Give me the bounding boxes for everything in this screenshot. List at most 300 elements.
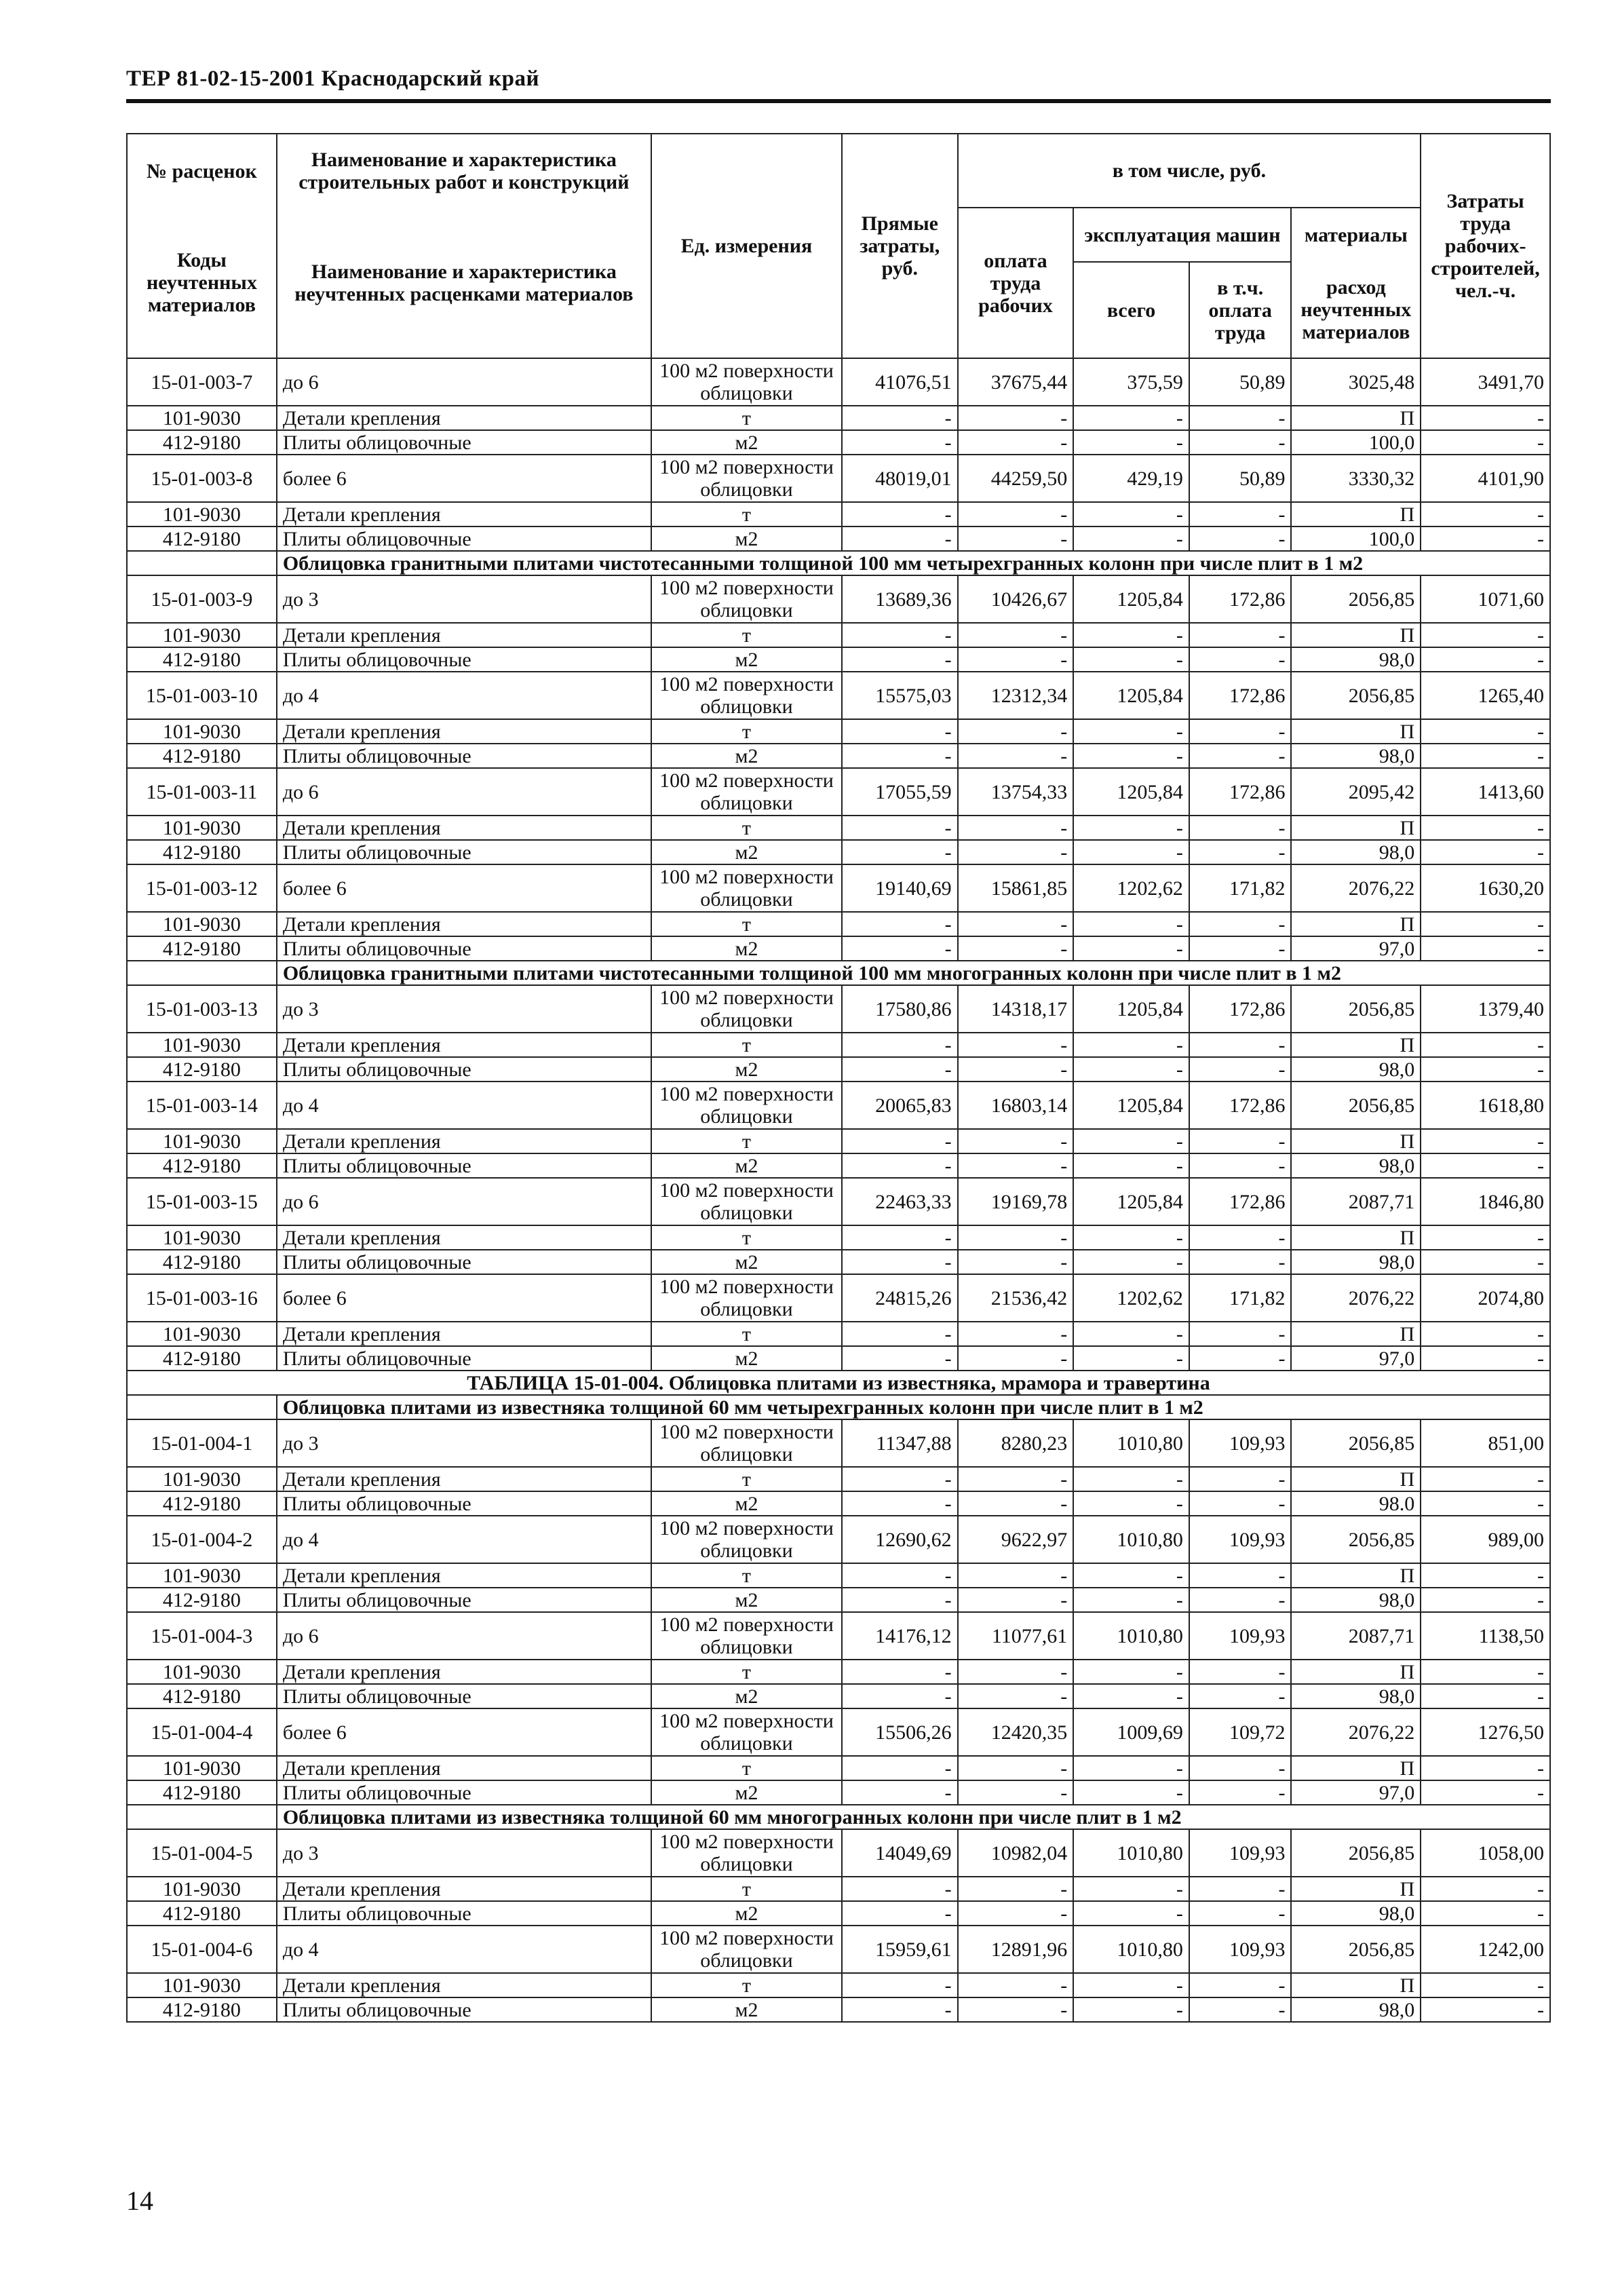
machines-total: 1010,80 xyxy=(1073,1926,1189,1973)
direct-costs: 13689,36 xyxy=(842,575,958,623)
labor-costs: - xyxy=(1421,1901,1550,1926)
material-code: 101-9030 xyxy=(127,719,277,744)
machines-incl-wages: - xyxy=(1189,1225,1292,1250)
material-row xyxy=(127,1684,1550,1708)
direct-costs: 15575,03 xyxy=(842,672,958,719)
machines-incl-wages: - xyxy=(1189,1129,1292,1153)
machines-total: - xyxy=(1073,1057,1189,1082)
direct-costs: 14049,69 xyxy=(842,1829,958,1877)
labor-costs: - xyxy=(1421,1057,1550,1082)
labor-costs: - xyxy=(1421,1346,1550,1371)
unit: т xyxy=(651,623,842,647)
section-title: Облицовка плитами из известняка толщиной 60 мм многогранных колонн при числе плит в 1 м2 xyxy=(277,1805,1550,1829)
wages: - xyxy=(958,1250,1074,1274)
labor-costs: - xyxy=(1421,719,1550,744)
direct-costs: - xyxy=(842,1250,958,1274)
materials: 97,0 xyxy=(1291,936,1421,961)
materials: 100,0 xyxy=(1291,527,1421,551)
rate-code: 15-01-004-1 xyxy=(127,1419,277,1467)
work-name: до 4 xyxy=(277,1516,651,1563)
material-name: Детали крепления xyxy=(277,1129,651,1153)
table-body xyxy=(127,358,1550,2022)
material-name: Плиты облицовочные xyxy=(277,1153,651,1178)
machines-total: - xyxy=(1073,430,1189,455)
rate-row xyxy=(127,455,1550,502)
wages: - xyxy=(958,936,1074,961)
direct-costs: 15959,61 xyxy=(842,1926,958,1973)
material-name: Плиты облицовочные xyxy=(277,1250,651,1274)
material-name: Плиты облицовочные xyxy=(277,1684,651,1708)
wages: - xyxy=(958,1684,1074,1708)
work-name: до 4 xyxy=(277,1082,651,1129)
machines-total: - xyxy=(1073,744,1189,768)
machines-total: 1010,80 xyxy=(1073,1516,1189,1563)
materials: П xyxy=(1291,1225,1421,1250)
wages: 12312,34 xyxy=(958,672,1074,719)
materials: 98.0 xyxy=(1291,1491,1421,1516)
unit: м2 xyxy=(651,1057,842,1082)
wages: - xyxy=(958,1660,1074,1684)
machines-incl-wages: - xyxy=(1189,623,1292,647)
direct-costs: 17055,59 xyxy=(842,768,958,816)
material-code: 412-9180 xyxy=(127,744,277,768)
direct-costs: - xyxy=(842,1033,958,1057)
materials: П xyxy=(1291,1563,1421,1588)
unit: 100 м2 поверхности облицовки xyxy=(651,1926,842,1973)
direct-costs: - xyxy=(842,1322,958,1346)
machines-incl-wages: - xyxy=(1189,1997,1292,2022)
labor-costs: - xyxy=(1421,1491,1550,1516)
machines-total: - xyxy=(1073,1129,1189,1153)
labor-costs: - xyxy=(1421,1322,1550,1346)
material-row xyxy=(127,1756,1550,1780)
machines-incl-wages: - xyxy=(1189,430,1292,455)
rate-code: 15-01-003-8 xyxy=(127,455,277,502)
machines-incl-wages: - xyxy=(1189,1901,1292,1926)
material-name: Детали крепления xyxy=(277,1877,651,1901)
machines-total: - xyxy=(1073,1346,1189,1371)
material-code: 101-9030 xyxy=(127,623,277,647)
wages: - xyxy=(958,840,1074,864)
wages: - xyxy=(958,1346,1074,1371)
machines-incl-wages: 109,93 xyxy=(1189,1516,1292,1563)
machines-total: - xyxy=(1073,623,1189,647)
material-row xyxy=(127,744,1550,768)
material-name: Детали крепления xyxy=(277,719,651,744)
machines-total: - xyxy=(1073,1997,1189,2022)
unit: 100 м2 поверхности облицовки xyxy=(651,768,842,816)
material-name: Детали крепления xyxy=(277,1973,651,1997)
material-row xyxy=(127,1057,1550,1082)
direct-costs: - xyxy=(842,1877,958,1901)
material-code: 101-9030 xyxy=(127,1129,277,1153)
machines-total: - xyxy=(1073,502,1189,527)
labor-costs: - xyxy=(1421,623,1550,647)
machines-incl-wages: - xyxy=(1189,1973,1292,1997)
machines-total: - xyxy=(1073,1225,1189,1250)
wages: - xyxy=(958,1563,1074,1588)
materials: П xyxy=(1291,1877,1421,1901)
material-code: 101-9030 xyxy=(127,816,277,840)
direct-costs: - xyxy=(842,1153,958,1178)
material-row xyxy=(127,1901,1550,1926)
labor-costs: 1265,40 xyxy=(1421,672,1550,719)
machines-incl-wages: 109,72 xyxy=(1189,1708,1292,1756)
hdr-including: в том числе, руб. xyxy=(958,134,1421,208)
section-title-row xyxy=(127,1805,1550,1829)
machines-total: - xyxy=(1073,1901,1189,1926)
labor-costs: 4101,90 xyxy=(1421,455,1550,502)
labor-costs: 1058,00 xyxy=(1421,1829,1550,1877)
material-row xyxy=(127,936,1550,961)
labor-costs: - xyxy=(1421,1973,1550,1997)
rate-row xyxy=(127,672,1550,719)
machines-incl-wages: - xyxy=(1189,1588,1292,1612)
unit: 100 м2 поверхности облицовки xyxy=(651,575,842,623)
materials: 2087,71 xyxy=(1291,1612,1421,1660)
section-title-row xyxy=(127,551,1550,575)
rate-code: 15-01-003-11 xyxy=(127,768,277,816)
machines-total: 1010,80 xyxy=(1073,1829,1189,1877)
machines-incl-wages: - xyxy=(1189,744,1292,768)
material-row xyxy=(127,1033,1550,1057)
machines-total: - xyxy=(1073,647,1189,672)
wages: - xyxy=(958,1780,1074,1805)
direct-costs: - xyxy=(842,430,958,455)
wages: - xyxy=(958,1491,1074,1516)
material-row xyxy=(127,1153,1550,1178)
direct-costs: - xyxy=(842,623,958,647)
unit: м2 xyxy=(651,647,842,672)
labor-costs: 1379,40 xyxy=(1421,985,1550,1033)
material-row xyxy=(127,1660,1550,1684)
rate-row xyxy=(127,1516,1550,1563)
wages: 19169,78 xyxy=(958,1178,1074,1225)
section-title: Облицовка гранитными плитами чистотесанными толщиной 100 мм четырехгранных колонн при числе плит в 1 м2 xyxy=(277,551,1550,575)
machines-incl-wages: - xyxy=(1189,647,1292,672)
section-title-spacer xyxy=(127,961,277,985)
rate-code: 15-01-003-10 xyxy=(127,672,277,719)
unit: т xyxy=(651,816,842,840)
work-name: более 6 xyxy=(277,864,651,912)
material-row xyxy=(127,502,1550,527)
direct-costs: 12690,62 xyxy=(842,1516,958,1563)
direct-costs: - xyxy=(842,647,958,672)
materials: 2056,85 xyxy=(1291,1516,1421,1563)
machines-incl-wages: - xyxy=(1189,502,1292,527)
unit: м2 xyxy=(651,1684,842,1708)
work-name: до 3 xyxy=(277,1829,651,1877)
labor-costs: - xyxy=(1421,840,1550,864)
wages: 13754,33 xyxy=(958,768,1074,816)
hdr-name-materials: Наименование и характеристика неучтенных расценками материалов xyxy=(277,208,651,358)
material-name: Плиты облицовочные xyxy=(277,647,651,672)
machines-total: - xyxy=(1073,1491,1189,1516)
materials: П xyxy=(1291,1973,1421,1997)
material-row xyxy=(127,1346,1550,1371)
direct-costs: - xyxy=(842,1756,958,1780)
materials: 2076,22 xyxy=(1291,864,1421,912)
direct-costs: 41076,51 xyxy=(842,358,958,406)
machines-total: - xyxy=(1073,936,1189,961)
machines-incl-wages: 172,86 xyxy=(1189,768,1292,816)
rate-code: 15-01-004-3 xyxy=(127,1612,277,1660)
labor-costs: - xyxy=(1421,1129,1550,1153)
hdr-machines-total: всего xyxy=(1073,262,1189,358)
labor-costs: 1846,80 xyxy=(1421,1178,1550,1225)
machines-incl-wages: - xyxy=(1189,1250,1292,1274)
labor-costs: - xyxy=(1421,1780,1550,1805)
direct-costs: - xyxy=(842,1780,958,1805)
labor-costs: - xyxy=(1421,1660,1550,1684)
material-code: 412-9180 xyxy=(127,1346,277,1371)
materials: 2056,85 xyxy=(1291,1082,1421,1129)
wages: - xyxy=(958,1997,1074,2022)
wages: - xyxy=(958,1467,1074,1491)
unit: т xyxy=(651,502,842,527)
work-name: до 4 xyxy=(277,672,651,719)
wages: - xyxy=(958,1901,1074,1926)
wages: 44259,50 xyxy=(958,455,1074,502)
machines-incl-wages: 109,93 xyxy=(1189,1612,1292,1660)
labor-costs: - xyxy=(1421,647,1550,672)
material-row xyxy=(127,1973,1550,1997)
machines-total: - xyxy=(1073,1973,1189,1997)
material-name: Детали крепления xyxy=(277,1756,651,1780)
work-name: до 6 xyxy=(277,1612,651,1660)
wages: - xyxy=(958,527,1074,551)
wages: 21536,42 xyxy=(958,1274,1074,1322)
machines-incl-wages: 172,86 xyxy=(1189,1178,1292,1225)
material-row xyxy=(127,1877,1550,1901)
direct-costs: - xyxy=(842,1684,958,1708)
material-row xyxy=(127,1997,1550,2022)
rate-row xyxy=(127,1082,1550,1129)
machines-total: - xyxy=(1073,1563,1189,1588)
work-name: до 6 xyxy=(277,768,651,816)
machines-total: 1205,84 xyxy=(1073,1082,1189,1129)
material-row xyxy=(127,1563,1550,1588)
unit: 100 м2 поверхности облицовки xyxy=(651,455,842,502)
material-row xyxy=(127,719,1550,744)
rate-row xyxy=(127,1708,1550,1756)
direct-costs: - xyxy=(842,1129,958,1153)
wages: - xyxy=(958,1877,1074,1901)
direct-costs: - xyxy=(842,840,958,864)
unit: т xyxy=(651,406,842,430)
unit: т xyxy=(651,912,842,936)
machines-total: - xyxy=(1073,840,1189,864)
materials: 97,0 xyxy=(1291,1346,1421,1371)
rate-code: 15-01-004-4 xyxy=(127,1708,277,1756)
machines-incl-wages: 171,82 xyxy=(1189,1274,1292,1322)
machines-incl-wages: 109,93 xyxy=(1189,1829,1292,1877)
document-header: ТЕР 81-02-15-2001 Краснодарский край xyxy=(126,66,540,91)
rate-row xyxy=(127,1612,1550,1660)
materials: 98,0 xyxy=(1291,744,1421,768)
unit: т xyxy=(651,1225,842,1250)
labor-costs: - xyxy=(1421,744,1550,768)
direct-costs: - xyxy=(842,1997,958,2022)
materials: П xyxy=(1291,1756,1421,1780)
unit: т xyxy=(651,1877,842,1901)
section-title-spacer xyxy=(127,1805,277,1829)
hdr-unaccounted-materials: расход неучтенных материалов xyxy=(1291,262,1421,358)
wages: - xyxy=(958,1973,1074,1997)
material-code: 101-9030 xyxy=(127,1973,277,1997)
unit: т xyxy=(651,1660,842,1684)
materials: П xyxy=(1291,719,1421,744)
labor-costs: 2074,80 xyxy=(1421,1274,1550,1322)
material-row xyxy=(127,1467,1550,1491)
machines-incl-wages: - xyxy=(1189,1660,1292,1684)
materials: 98,0 xyxy=(1291,840,1421,864)
wages: - xyxy=(958,1057,1074,1082)
machines-total: - xyxy=(1073,1033,1189,1057)
labor-costs: - xyxy=(1421,936,1550,961)
material-code: 101-9030 xyxy=(127,1033,277,1057)
unit: т xyxy=(651,1322,842,1346)
machines-incl-wages: - xyxy=(1189,1033,1292,1057)
material-code: 101-9030 xyxy=(127,1322,277,1346)
materials: 2095,42 xyxy=(1291,768,1421,816)
materials: 3330,32 xyxy=(1291,455,1421,502)
rates-table xyxy=(126,133,1551,2023)
rate-code: 15-01-004-2 xyxy=(127,1516,277,1563)
materials: 2076,22 xyxy=(1291,1274,1421,1322)
unit: м2 xyxy=(651,744,842,768)
labor-costs: 3491,70 xyxy=(1421,358,1550,406)
wages: - xyxy=(958,719,1074,744)
wages: 15861,85 xyxy=(958,864,1074,912)
machines-total: - xyxy=(1073,406,1189,430)
direct-costs: - xyxy=(842,1057,958,1082)
direct-costs: 17580,86 xyxy=(842,985,958,1033)
material-code: 412-9180 xyxy=(127,1153,277,1178)
direct-costs: - xyxy=(842,406,958,430)
material-code: 412-9180 xyxy=(127,647,277,672)
unit: т xyxy=(651,719,842,744)
machines-total: - xyxy=(1073,1660,1189,1684)
section-title: Облицовка гранитными плитами чистотесанными толщиной 100 мм многогранных колонн при числе плит в 1 м2 xyxy=(277,961,1550,985)
machines-total: 1010,80 xyxy=(1073,1612,1189,1660)
material-row xyxy=(127,623,1550,647)
wages: - xyxy=(958,816,1074,840)
labor-costs: - xyxy=(1421,527,1550,551)
labor-costs: - xyxy=(1421,816,1550,840)
materials: П xyxy=(1291,502,1421,527)
machines-total: 1205,84 xyxy=(1073,1178,1189,1225)
section-title-row xyxy=(127,961,1550,985)
rate-row xyxy=(127,864,1550,912)
labor-costs: 1413,60 xyxy=(1421,768,1550,816)
materials: 3025,48 xyxy=(1291,358,1421,406)
machines-incl-wages: 172,86 xyxy=(1189,672,1292,719)
material-name: Детали крепления xyxy=(277,1322,651,1346)
hdr-machines-incl-wages: в т.ч. оплата труда xyxy=(1189,262,1292,358)
material-code: 412-9180 xyxy=(127,1588,277,1612)
machines-total: 1205,84 xyxy=(1073,768,1189,816)
materials: П xyxy=(1291,406,1421,430)
rate-code: 15-01-003-15 xyxy=(127,1178,277,1225)
machines-incl-wages: - xyxy=(1189,840,1292,864)
labor-costs: - xyxy=(1421,430,1550,455)
materials: 98,0 xyxy=(1291,1997,1421,2022)
machines-incl-wages: 109,93 xyxy=(1189,1419,1292,1467)
machines-total: - xyxy=(1073,1467,1189,1491)
labor-costs: 989,00 xyxy=(1421,1516,1550,1563)
labor-costs: 1242,00 xyxy=(1421,1926,1550,1973)
direct-costs: 20065,83 xyxy=(842,1082,958,1129)
material-code: 101-9030 xyxy=(127,1225,277,1250)
unit: 100 м2 поверхности облицовки xyxy=(651,1516,842,1563)
machines-total: - xyxy=(1073,1250,1189,1274)
labor-costs: - xyxy=(1421,1684,1550,1708)
section-title-row xyxy=(127,1395,1550,1419)
direct-costs: - xyxy=(842,1973,958,1997)
direct-costs: 24815,26 xyxy=(842,1274,958,1322)
labor-costs: - xyxy=(1421,1877,1550,1901)
materials: 2056,85 xyxy=(1291,1419,1421,1467)
labor-costs: 1071,60 xyxy=(1421,575,1550,623)
rate-code: 15-01-003-14 xyxy=(127,1082,277,1129)
wages: - xyxy=(958,1756,1074,1780)
material-name: Плиты облицовочные xyxy=(277,1491,651,1516)
material-row xyxy=(127,1129,1550,1153)
machines-incl-wages: - xyxy=(1189,1877,1292,1901)
unit: м2 xyxy=(651,1153,842,1178)
machines-total: - xyxy=(1073,1153,1189,1178)
material-name: Детали крепления xyxy=(277,1225,651,1250)
material-code: 101-9030 xyxy=(127,1467,277,1491)
material-name: Плиты облицовочные xyxy=(277,936,651,961)
direct-costs: 22463,33 xyxy=(842,1178,958,1225)
rate-code: 15-01-003-9 xyxy=(127,575,277,623)
machines-total: - xyxy=(1073,1780,1189,1805)
materials: 98,0 xyxy=(1291,1684,1421,1708)
unit: 100 м2 поверхности облицовки xyxy=(651,358,842,406)
rate-row xyxy=(127,575,1550,623)
wages: 37675,44 xyxy=(958,358,1074,406)
direct-costs: 11347,88 xyxy=(842,1419,958,1467)
machines-incl-wages: 50,89 xyxy=(1189,455,1292,502)
material-name: Детали крепления xyxy=(277,623,651,647)
material-row xyxy=(127,1491,1550,1516)
materials: 2056,85 xyxy=(1291,1926,1421,1973)
hdr-name-works: Наименование и характеристика строительных работ и конструкций xyxy=(277,134,651,208)
unit: т xyxy=(651,1563,842,1588)
unit: м2 xyxy=(651,527,842,551)
material-name: Плиты облицовочные xyxy=(277,1346,651,1371)
machines-incl-wages: - xyxy=(1189,1491,1292,1516)
work-name: более 6 xyxy=(277,455,651,502)
material-row xyxy=(127,527,1550,551)
hdr-labor-costs: Затраты труда рабочих-строителей, чел.-ч. xyxy=(1421,134,1550,358)
rate-row xyxy=(127,985,1550,1033)
material-code: 412-9180 xyxy=(127,1491,277,1516)
direct-costs: - xyxy=(842,502,958,527)
materials: 98,0 xyxy=(1291,1153,1421,1178)
wages: - xyxy=(958,430,1074,455)
machines-total: 1205,84 xyxy=(1073,672,1189,719)
material-name: Плиты облицовочные xyxy=(277,527,651,551)
direct-costs: - xyxy=(842,1346,958,1371)
direct-costs: - xyxy=(842,1225,958,1250)
material-name: Плиты облицовочные xyxy=(277,840,651,864)
rate-row xyxy=(127,358,1550,406)
machines-incl-wages: - xyxy=(1189,816,1292,840)
direct-costs: - xyxy=(842,936,958,961)
